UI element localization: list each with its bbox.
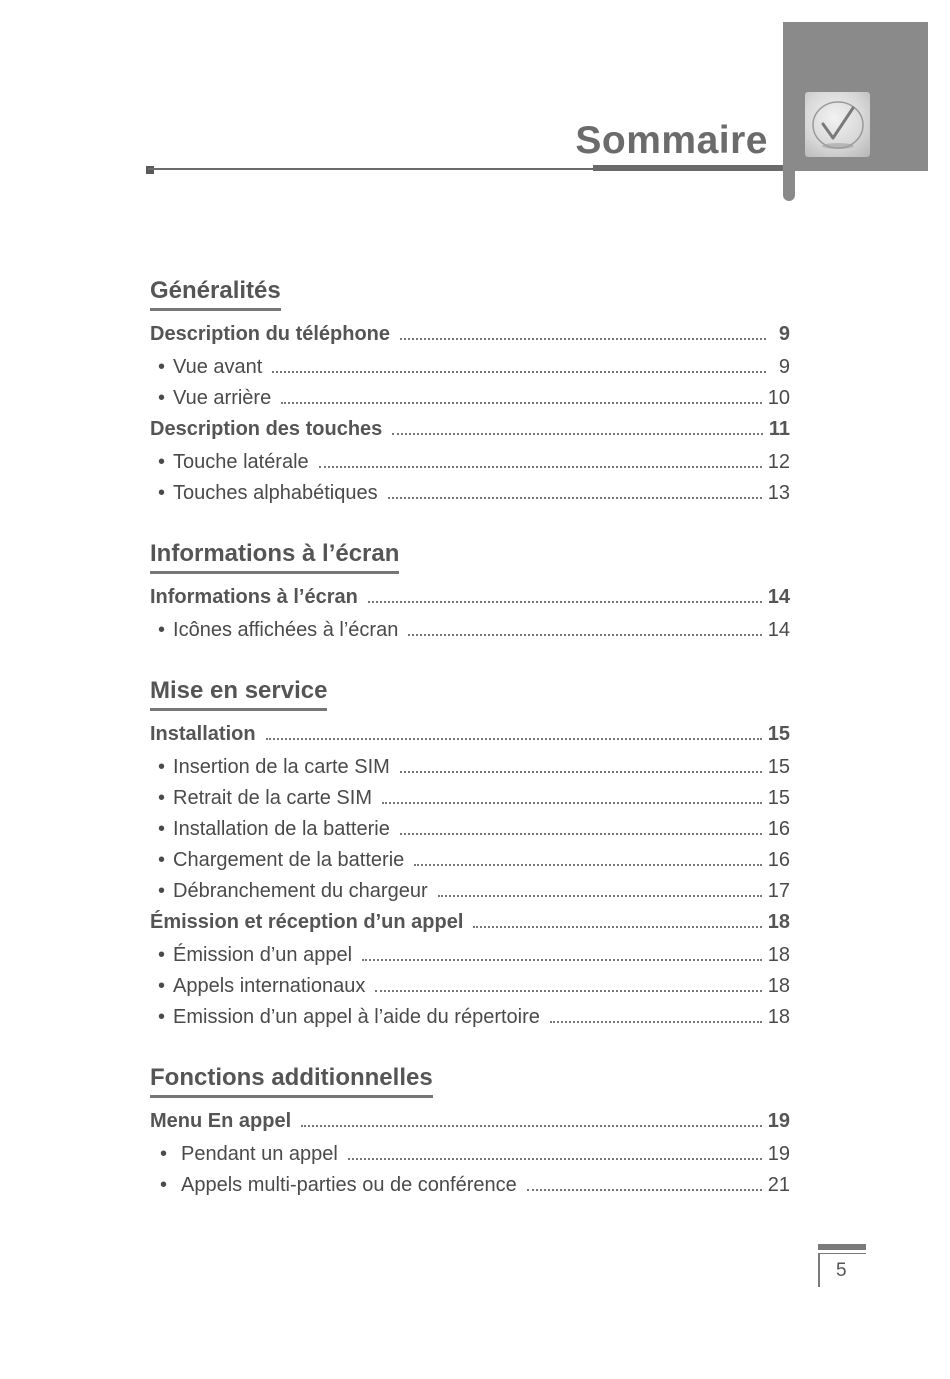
bullet-icon: •	[160, 1143, 168, 1165]
entry-label: Débranchement du chargeur	[173, 880, 428, 902]
page-number-bar	[818, 1254, 820, 1287]
dot-leader	[414, 864, 761, 866]
bullet-icon: •	[158, 787, 166, 809]
page-number: 5	[836, 1260, 847, 1281]
toc-section	[150, 276, 790, 513]
toc-subentry[interactable]	[150, 1143, 790, 1174]
entry-page-number: 14	[767, 586, 790, 608]
bullet-icon: •	[158, 944, 166, 966]
toc-subentry[interactable]	[150, 1174, 790, 1205]
dot-leader	[400, 771, 762, 773]
bullet-icon: •	[158, 356, 166, 378]
entry-label: Émission d’un appel	[173, 944, 353, 966]
bullet-icon: •	[158, 756, 166, 778]
entry-label: Icônes affichées à l’écran	[173, 619, 399, 641]
section-title: Généralités	[150, 276, 281, 311]
toc-entry[interactable]	[150, 1110, 790, 1143]
entry-page-number: 16	[767, 849, 790, 871]
toc-entry[interactable]	[150, 586, 790, 619]
toc-subentry[interactable]	[150, 387, 790, 418]
bullet-icon: •	[158, 1006, 166, 1028]
bullet-icon: •	[158, 880, 166, 902]
checkmark-icon	[805, 92, 870, 157]
section-title: Informations à l’écran	[150, 539, 399, 574]
entry-page-number: 19	[767, 1110, 790, 1132]
entry-page-number: 21	[767, 1174, 790, 1196]
page-number-rule	[818, 1244, 866, 1250]
entry-page-number: 18	[767, 944, 790, 966]
entry-label: Vue avant	[173, 356, 263, 378]
entry-label: Installation de la batterie	[173, 818, 390, 840]
toc-entry[interactable]	[150, 723, 790, 756]
entry-label: Menu En appel	[150, 1110, 292, 1132]
bullet-icon: •	[158, 451, 166, 473]
entry-page-number: 16	[767, 818, 790, 840]
dot-leader	[382, 802, 762, 804]
dot-leader	[368, 601, 762, 603]
entry-label: Retrait de la carte SIM	[173, 787, 372, 809]
entry-page-number: 18	[767, 1006, 790, 1028]
entry-label: Emission d’un appel à l’aide du répertoire	[173, 1006, 540, 1028]
entry-label: Pendant un appel	[181, 1143, 338, 1165]
title-rule	[148, 168, 593, 170]
toc-subentry[interactable]	[150, 818, 790, 849]
entry-label: Vue arrière	[173, 387, 272, 409]
bullet-icon: •	[158, 619, 166, 641]
toc-entry[interactable]	[150, 911, 790, 944]
toc-subentry[interactable]	[150, 482, 790, 513]
entry-label: Insertion de la carte SIM	[173, 756, 390, 778]
dot-leader	[272, 371, 766, 373]
bullet-icon: •	[158, 849, 166, 871]
section-entries	[150, 323, 790, 513]
toc-subentry[interactable]	[150, 975, 790, 1006]
entry-page-number: 17	[767, 880, 790, 902]
entry-label: Informations à l’écran	[150, 586, 358, 608]
entry-page-number: 15	[767, 756, 790, 778]
toc-subentry[interactable]	[150, 880, 790, 911]
toc-subentry[interactable]	[150, 451, 790, 482]
entry-page-number: 14	[767, 619, 790, 641]
entry-label: Description du téléphone	[150, 323, 391, 345]
bullet-icon: •	[160, 1174, 168, 1196]
section-title: Mise en service	[150, 676, 327, 711]
page-number-rule-thin	[818, 1253, 866, 1254]
toc-subentry[interactable]	[150, 944, 790, 975]
entry-label: Appels internationaux	[173, 975, 366, 997]
toc-subentry[interactable]	[150, 756, 790, 787]
dot-leader	[408, 634, 761, 636]
dot-leader	[266, 738, 762, 740]
dot-leader	[400, 338, 766, 340]
entry-page-number: 18	[767, 975, 790, 997]
toc-section	[150, 676, 790, 1037]
dot-leader	[301, 1125, 762, 1127]
title-rule-thick	[593, 165, 783, 171]
bullet-icon: •	[158, 818, 166, 840]
toc-entry[interactable]	[150, 418, 790, 451]
toc-entry[interactable]	[150, 323, 790, 356]
section-entries	[150, 1110, 790, 1205]
section-entries	[150, 723, 790, 1037]
toc-section	[150, 539, 790, 650]
entry-page-number: 10	[767, 387, 790, 409]
toc-subentry[interactable]	[150, 356, 790, 387]
entry-label: Émission et réception d’un appel	[150, 911, 464, 933]
toc-section	[150, 1063, 790, 1205]
dot-leader	[281, 402, 762, 404]
toc-subentry[interactable]	[150, 1006, 790, 1037]
dot-leader	[473, 926, 761, 928]
entry-page-number: 15	[767, 723, 790, 745]
entry-page-number: 18	[767, 911, 790, 933]
bullet-icon: •	[158, 387, 166, 409]
dot-leader	[400, 833, 762, 835]
dot-leader	[527, 1189, 762, 1191]
dot-leader	[550, 1021, 762, 1023]
entry-label: Installation	[150, 723, 256, 745]
section-title: Fonctions additionnelles	[150, 1063, 433, 1098]
entry-page-number: 15	[767, 787, 790, 809]
dot-leader	[319, 466, 762, 468]
entry-page-number: 12	[767, 451, 790, 473]
dot-leader	[438, 895, 762, 897]
entry-page-number: 19	[767, 1143, 790, 1165]
entry-label: Chargement de la batterie	[173, 849, 405, 871]
dot-leader	[362, 959, 762, 961]
page-title: Sommaire	[575, 119, 768, 162]
dot-leader	[348, 1158, 762, 1160]
dot-leader	[375, 990, 761, 992]
dot-leader	[392, 433, 763, 435]
entry-page-number: 9	[778, 323, 790, 345]
entry-label: Appels multi-parties ou de conférence	[181, 1174, 517, 1196]
toc-subentry[interactable]	[150, 849, 790, 880]
table-of-contents	[150, 276, 790, 1231]
entry-label: Touches alphabétiques	[173, 482, 378, 504]
dot-leader	[388, 497, 762, 499]
toc-subentry[interactable]	[150, 619, 790, 650]
section-entries	[150, 586, 790, 650]
toc-subentry[interactable]	[150, 787, 790, 818]
entry-page-number: 11	[768, 418, 790, 440]
entry-page-number: 9	[778, 356, 790, 378]
bullet-icon: •	[158, 482, 166, 504]
entry-label: Touche latérale	[173, 451, 309, 473]
entry-label: Description des touches	[150, 418, 383, 440]
corner-tab-decoration	[783, 165, 795, 201]
entry-page-number: 13	[767, 482, 790, 504]
bullet-icon: •	[158, 975, 166, 997]
